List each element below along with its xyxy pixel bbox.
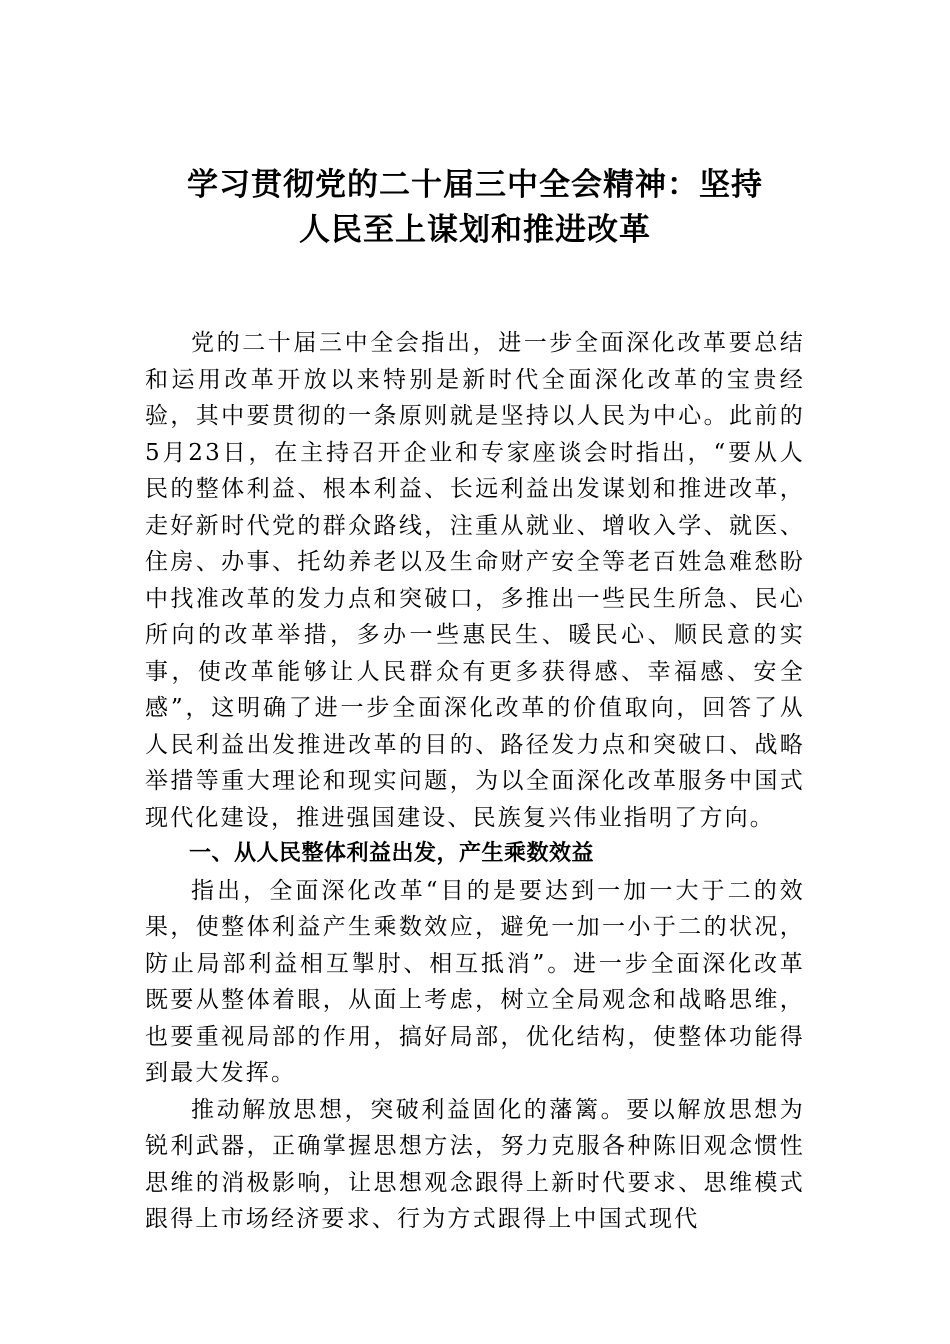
paragraph-intro: 党的二十届三中全会指出，进一步全面深化改革要总结和运用改革开放以来特别是新时代全面深化改革的宝贵经验，其中要贯彻的一条原则就是坚持以人民为中心。此前的5月23日，在主持召开企业和专家座谈会时指出，“要从人民的整体利益、根本利益、长远利益出发谋划和推进改革，走好新时代党的群众路线，注重从就业、增收入学、就医、住房、办事、托幼养老以及生命财产安全等老百姓急难愁盼中找准改革的发力点和突破口，多推出一些民生所急、民心所向的改革举措，多办一些惠民生、暖民心、顺民意的实事，使改革能够让人民群众有更多获得感、幸福感、安全感”，这明确了进一步全面深化改革的价值取向，回答了从人民利益出发推进改革的目的、路径发力点和突破口、战略举措等重大理论和现实问题，为以全面深化改革服务中国式现代化建设，推进强国建设、民族复兴伟业指明了方向。 (145, 330, 805, 831)
document-title-line-1: 学习贯彻党的二十届三中全会精神：坚持 (187, 167, 763, 203)
paragraph-section-1: 指出，全面深化改革“目的是要达到一加一大于二的效果，使整体利益产生乘数效应，避免一加一小于二的状况，防止局部利益相互掣肘、相互抵消”。进一步全面深化改革既要从整体着眼，从面上考虑，树立全局观念和战略思维，也要重视局部的作用，搞好局部，优化结构，使整体功能得到最大发挥。 (145, 877, 805, 1086)
section-heading-1: 一、从人民整体利益出发，产生乘数效益 (189, 841, 595, 866)
document-body (145, 325, 805, 1238)
paragraph-section-1-continued: 推动解放思想，突破利益固化的藩篱。要以解放思想为锐利武器，正确掌握思想方法，努力克服各种陈旧观念惯性思维的消极影响，让思想观念跟得上新时代要求、思维模式跟得上市场经济要求、行为方式跟得上中国式现代 (145, 1096, 805, 1232)
document-title-line-2: 人民至上谋划和推进改革 (299, 212, 651, 248)
